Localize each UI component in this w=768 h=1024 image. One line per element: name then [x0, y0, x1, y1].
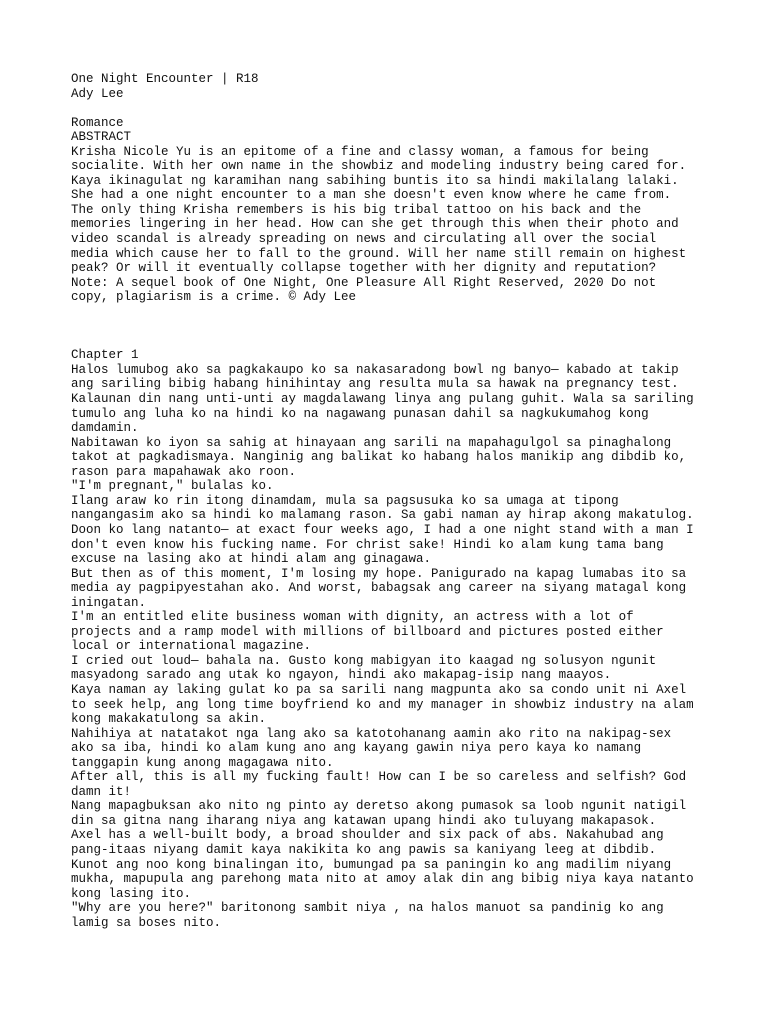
chapter-text-line: I'm an entitled elite business woman with dignity, an actress with a lot of: [71, 610, 634, 625]
chapter-text-line: masyadong sarado ang utak ko ngayon, hindi ako makapag-isip nang maayos.: [71, 668, 612, 683]
abstract-text-line: media which cause her to fall to the ground. Will her name still remain on highest: [71, 246, 687, 261]
chapter-text-line: damdamin.: [71, 421, 139, 436]
chapter-text-line: Nang mapagbuksan ako nito ng pinto ay deretso akong pumasok sa loob ngunit natigil: [71, 799, 687, 814]
chapter-text-line: Doon ko lang natanto— at exact four weeks ago, I had a one night stand with a man I: [71, 522, 694, 537]
chapter-text-line: ako sa iba, hindi ko alam kung ano ang kayang gawin niya pero kaya ko namang: [71, 741, 642, 756]
chapter-text-line: kong makakatulong sa akin.: [71, 712, 267, 727]
document-page: [71, 72, 731, 930]
abstract-text-line: peak? Or will it eventually collapse together with her dignity and reputation?: [71, 261, 657, 276]
chapter-text-line: iningatan.: [71, 595, 147, 610]
chapter-text-line: local or international magazine.: [71, 639, 312, 654]
abstract-text-line: memories lingering in her head. How can she get through this when their photo and: [71, 217, 679, 232]
abstract-heading: ABSTRACT: [71, 130, 132, 145]
chapter-text-line: pang-itaas niyang damit kaya nakikita ko ang pawis sa kaniyang leeg at dibdib.: [71, 842, 657, 857]
chapter-text-line: Nabitawan ko iyon sa sahig at hinayaan ang sarili na mapahagulgol sa pinaghalong: [71, 435, 672, 450]
chapter-text-line: projects and a ramp model with millions of billboard and pictures posted either: [71, 624, 664, 639]
abstract-text-line: She had a one night encounter to a man she doesn't even know where he came from.: [71, 188, 672, 203]
abstract-body: [71, 145, 731, 305]
chapter-text-line: to seek help, ang long time boyfriend ko and my manager in showbiz industry na alam: [71, 697, 694, 712]
chapter-text-line: ang sariling bibig habang hinihintay ang resulta mula sa hawak na pregnancy test.: [71, 377, 679, 392]
chapter-heading: Chapter 1: [71, 348, 139, 363]
chapter-text-line: tanggapin kung anong magagawa nito.: [71, 755, 334, 770]
chapter-text-line: takot at pagkadismaya. Nanginig ang balikat ko habang halos manikip ang dibdib ko,: [71, 450, 687, 465]
chapter-text-line: Kaya naman ay laking gulat ko pa sa sarili nang magpunta ako sa condo unit ni Axel: [71, 682, 687, 697]
chapter-text-line: mukha, mapupula ang parehong mata nito at amoy alak din ang bibig niya kaya natanto: [71, 872, 694, 887]
spacer: [71, 305, 731, 349]
chapter-body: [71, 363, 731, 930]
chapter-text-line: tumulo ang luha ko na hindi ko na nagawang punasan dahil sa nagkukumahog kong: [71, 406, 649, 421]
abstract-text-line: Kaya ikinagulat ng karamihan nang sabihing buntis ito sa hindi makilalang lalaki.: [71, 173, 679, 188]
chapter-text-line: Kalaunan din nang unti-unti ay magdalawang linya ang pulang guhit. Wala sa sariling: [71, 392, 694, 407]
abstract-text-line: The only thing Krisha remembers is his big tribal tattoo on his back and the: [71, 202, 642, 217]
abstract-text-line: Krisha Nicole Yu is an epitome of a fine and classy woman, a famous for being: [71, 144, 649, 159]
chapter-text-line: lamig sa boses nito.: [71, 915, 222, 930]
abstract-text-line: video scandal is already spreading on news and circulating all over the social: [71, 232, 657, 247]
chapter-text-line: nangangasim ako sa hindi ko malamang rason. Sa gabi naman ay hirap akong makatulog.: [71, 508, 694, 523]
spacer: [71, 101, 731, 116]
chapter-text-line: "I'm pregnant," bulalas ko.: [71, 479, 274, 494]
abstract-text-line: Note: A sequel book of One Night, One Pleasure All Right Reserved, 2020 Do not: [71, 275, 657, 290]
chapter-text-line: din sa gitna nang iharang niya ang katawan upang hindi ako tuluyang makapasok.: [71, 813, 657, 828]
abstract-text-line: socialite. With her own name in the showbiz and modeling industry being cared for.: [71, 159, 687, 174]
chapter-text-line: kong lasing ito.: [71, 886, 192, 901]
document-title: One Night Encounter | R18: [71, 72, 259, 86]
chapter-text-line: "Why are you here?" baritonong sambit niya , na halos manuot sa pandinig ko ang: [71, 901, 664, 916]
abstract-text-line: copy, plagiarism is a crime. © Ady Lee: [71, 290, 357, 305]
chapter-text-line: But then as of this moment, I'm losing my hope. Panigurado na kapag lumabas ito sa: [71, 566, 687, 581]
chapter-text-line: Ilang araw ko rin itong dinamdam, mula sa pagsusuka ko sa umaga at tipong: [71, 493, 619, 508]
chapter-text-line: don't even know his fucking name. For christ sake! Hindi ko alam kung tama bang: [71, 537, 664, 552]
chapter-text-line: Axel has a well-built body, a broad shoulder and six pack of abs. Nakahubad ang: [71, 828, 664, 843]
chapter-text-line: Nahihiya at natatakot nga lang ako sa katotohanang aamin ako rito na nakipag-sex: [71, 726, 672, 741]
chapter-text-line: rason para mapahawak ako roon.: [71, 464, 297, 479]
chapter-text-line: After all, this is all my fucking fault! How can I be so careless and selfish? God: [71, 770, 687, 785]
chapter-text-line: I cried out loud— bahala na. Gusto kong mabigyan ito kaagad ng solusyon ngunit: [71, 653, 657, 668]
chapter-text-line: damn it!: [71, 784, 132, 799]
chapter-text-line: excuse na lasing ako at hindi alam ang ginagawa.: [71, 552, 432, 567]
chapter-text-line: Halos lumubog ako sa pagkakaupo ko sa nakasaradong bowl ng banyo— kabado at takip: [71, 362, 679, 377]
chapter-text-line: Kunot ang noo kong binalingan ito, bumungad pa sa paningin ko ang madilim niyang: [71, 857, 672, 872]
chapter-text-line: media ay pagpipyestahan ako. And worst, babagsak ang career na siyang matagal kong: [71, 581, 687, 596]
author-name: Ady Lee: [71, 86, 124, 101]
genre-label: Romance: [71, 115, 124, 130]
